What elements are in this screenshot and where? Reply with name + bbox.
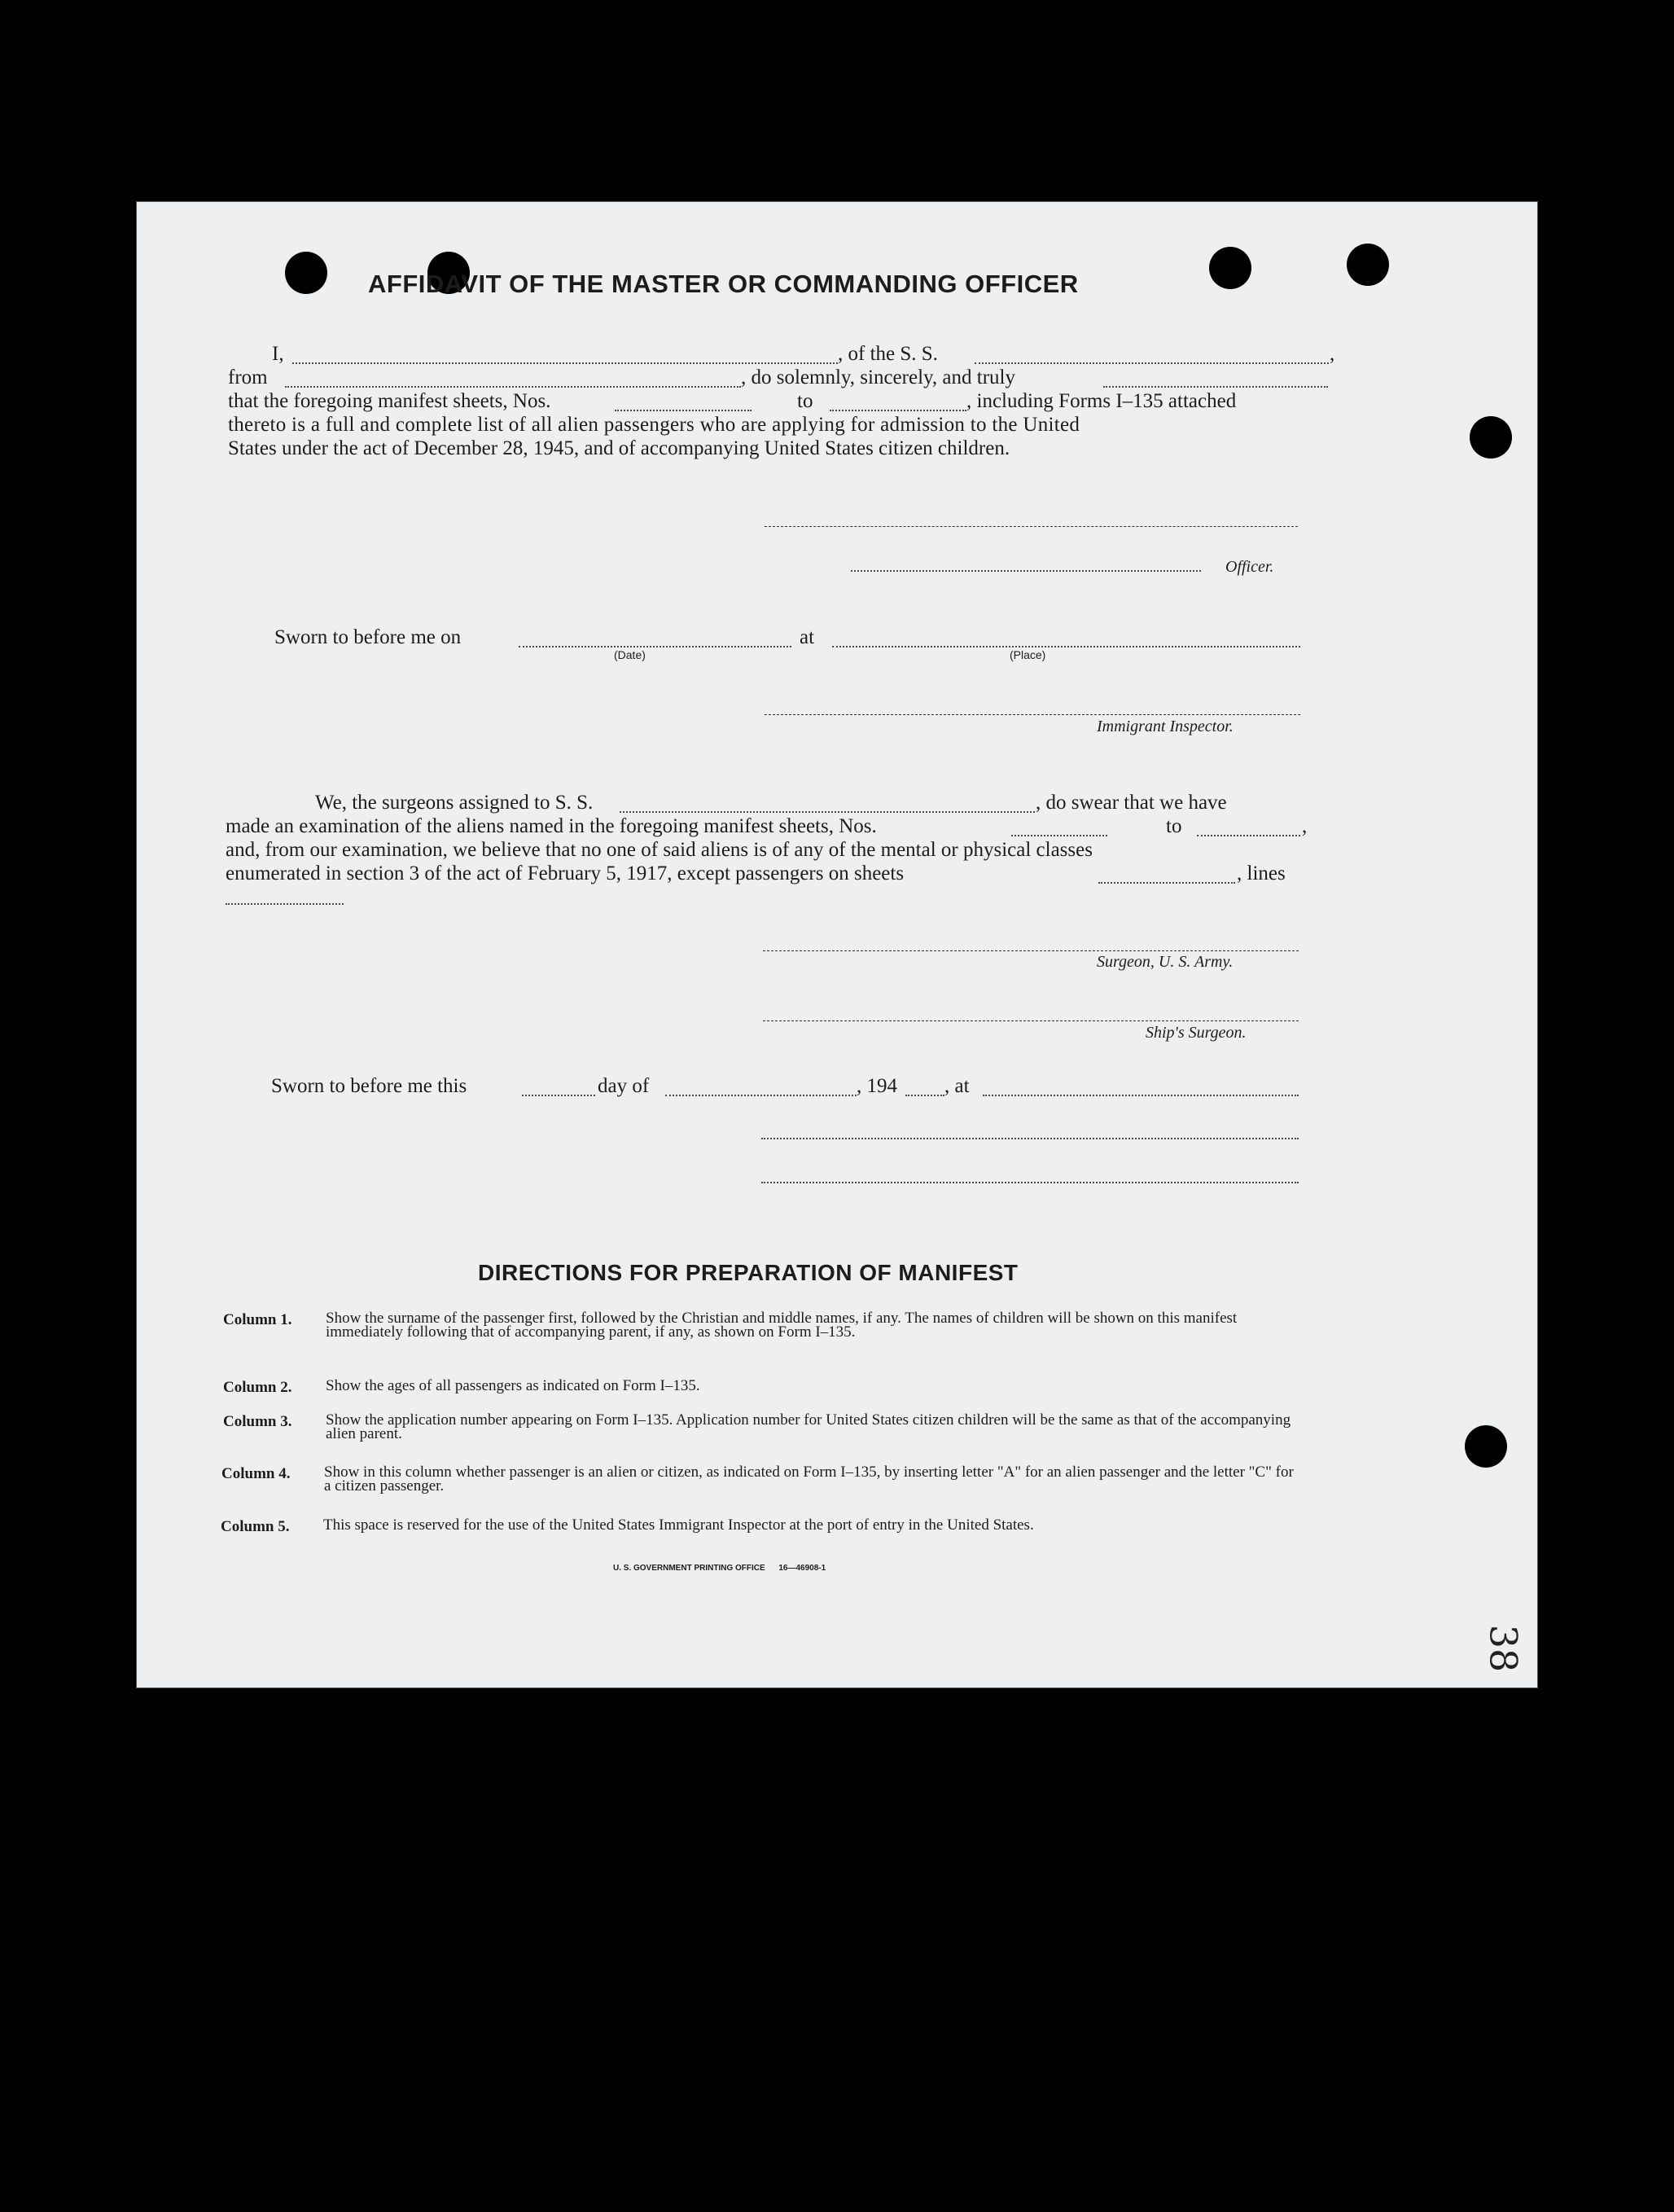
column-1-text: Show the surname of the passenger first, followed by the Christian and middle names, if any. The names of children will be shown on this manifest immediately following that of accompanying parent, if any, as shown on Form I–135.	[326, 1310, 1238, 1341]
affidavit-line2-from: from	[228, 366, 268, 388]
surgeons-sheet-from-blank[interactable]	[1011, 835, 1107, 836]
handwritten-page-number: 38	[1481, 1624, 1526, 1673]
punch-hole	[1465, 1425, 1507, 1468]
army-surgeon-signature-line[interactable]	[763, 950, 1299, 951]
name-blank[interactable]	[292, 362, 838, 364]
punch-hole	[285, 252, 327, 294]
truly-blank[interactable]	[1103, 386, 1328, 388]
army-surgeon-caption: Surgeon, U. S. Army.	[1097, 953, 1234, 971]
form-sheet	[136, 201, 1538, 1688]
affidavit-line1-end: ,	[1330, 343, 1335, 365]
surgeons-line2-to: to	[1166, 815, 1182, 837]
sworn1-at: at	[800, 626, 815, 648]
except-sheets-blank[interactable]	[1098, 882, 1235, 884]
lines-blank[interactable]	[226, 903, 344, 905]
affidavit-line1-ss: , of the S. S.	[838, 343, 938, 365]
affidavit-line5: States under the act of December 28, 1945, and of accompanying United States citizen children.	[228, 437, 1010, 459]
printer-imprint: U. S. GOVERNMENT PRINTING OFFICE 16—46908-1	[613, 1564, 826, 1573]
affidavit-title: AFFIDAVIT OF THE MASTER OR COMMANDING OFFICER	[368, 270, 1079, 298]
column-5-text: This space is reserved for the use of the United States Immigrant Inspector at the port of entry in the United States.	[323, 1516, 1034, 1534]
surgeons-line3: and, from our examination, we believe that no one of said aliens is of any of the mental or physical classes	[226, 839, 1093, 861]
date-caption: (Date)	[614, 648, 646, 661]
surgeons-line1-a: We, the surgeons assigned to S. S.	[315, 792, 594, 814]
punch-hole	[1209, 247, 1251, 289]
column-4-label: Column 4.	[221, 1465, 291, 1482]
from-blank[interactable]	[285, 386, 741, 388]
surgeons-line1-b: , do swear that we have	[1036, 792, 1227, 814]
sworn2-text: Sworn to before me this	[271, 1075, 467, 1097]
sworn2-year: , 194	[857, 1075, 897, 1097]
place-caption: (Place)	[1010, 648, 1046, 661]
ship-surgeon-signature-line[interactable]	[763, 1020, 1299, 1021]
surgeons-line4-a: enumerated in section 3 of the act of February 5, 1917, except passengers on sheets	[226, 862, 905, 884]
sworn2-year-blank[interactable]	[905, 1095, 944, 1096]
surgeons-ship-blank[interactable]	[620, 811, 1035, 813]
punch-hole	[1347, 244, 1389, 286]
inspector-caption: Immigrant Inspector.	[1097, 718, 1234, 735]
inspector-signature-line[interactable]	[765, 714, 1300, 715]
sworn-date-blank[interactable]	[519, 646, 791, 647]
column-2-label: Column 2.	[223, 1379, 292, 1396]
sheet-from-blank[interactable]	[615, 410, 752, 411]
officer-signature-line[interactable]	[765, 526, 1298, 527]
ship-surgeon-caption: Ship's Surgeon.	[1146, 1024, 1247, 1042]
affidavit-line3-to: to	[797, 390, 813, 412]
sworn-place-blank[interactable]	[832, 646, 1300, 647]
directions-title: DIRECTIONS FOR PREPARATION OF MANIFEST	[478, 1260, 1019, 1285]
surgeons-sheet-to-blank[interactable]	[1197, 835, 1300, 836]
punch-hole	[1470, 416, 1512, 459]
sworn2-day-blank[interactable]	[522, 1095, 595, 1096]
affidavit-line3-a: that the foregoing manifest sheets, Nos.	[228, 390, 551, 412]
affidavit-line4: thereto is a full and complete list of all alien passengers who are applying for admission to the United	[228, 414, 1080, 436]
officer-caption: Officer.	[1225, 558, 1274, 576]
sworn2-signature-line-2[interactable]	[761, 1182, 1299, 1183]
surgeons-line2-end: ,	[1302, 815, 1308, 837]
column-5-label: Column 5.	[221, 1518, 290, 1535]
sworn2-signature-line-1[interactable]	[761, 1138, 1299, 1139]
sheet-to-blank[interactable]	[830, 410, 966, 411]
affidavit-line2-mid: , do solemnly, sincerely, and truly	[741, 366, 1015, 388]
sworn2-day-of: day of	[598, 1075, 650, 1097]
column-3-label: Column 3.	[223, 1413, 292, 1430]
column-1-label: Column 1.	[223, 1311, 292, 1328]
sworn2-month-blank[interactable]	[665, 1095, 857, 1096]
column-3-text: Show the application number appearing on Form I–135. Application number for United States citizen children will be the same as that of the accompanying alien parent.	[326, 1411, 1291, 1442]
column-4-text: Show in this column whether passenger is an alien or citizen, as indicated on Form I–135, by inserting letter "A" for an alien passenger and the letter "C" for a citizen passenger.	[324, 1464, 1294, 1494]
surgeons-line2-a: made an examination of the aliens named in the foregoing manifest sheets, Nos.	[226, 815, 877, 837]
affidavit-line3-b: , including Forms I–135 attached	[966, 390, 1237, 412]
ship-name-blank[interactable]	[975, 362, 1329, 364]
sworn2-place-blank[interactable]	[983, 1095, 1299, 1096]
affidavit-line1-i: I,	[272, 343, 284, 365]
sworn2-at: , at	[944, 1075, 970, 1097]
surgeons-line4-b: , lines	[1237, 862, 1286, 884]
officer-title-line[interactable]	[851, 570, 1201, 572]
column-2-text: Show the ages of all passengers as indicated on Form I–135.	[326, 1377, 700, 1394]
sworn1-text: Sworn to before me on	[274, 626, 462, 648]
